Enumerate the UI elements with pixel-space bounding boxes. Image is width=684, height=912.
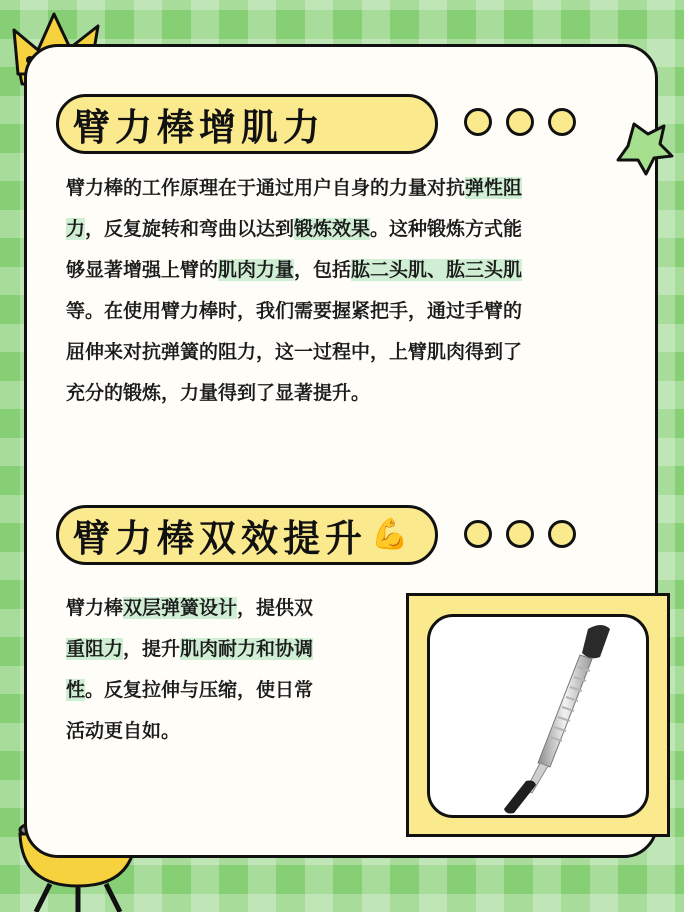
section2-dots: [464, 520, 576, 548]
paragraph-text: ，反复旋转和弯曲以达到: [85, 218, 295, 240]
paragraph-text: 活动更自如。: [66, 720, 181, 742]
section1-title-pill: [56, 94, 438, 154]
section1-dots: [464, 108, 576, 136]
paragraph-text: 够显著增强上臂的: [66, 259, 219, 281]
section2-paragraph: [66, 588, 313, 752]
paragraph-line: [66, 711, 313, 752]
dot: [548, 108, 576, 136]
section1-paragraph: [66, 168, 522, 414]
paragraph-text: 屈伸来对抗弹簧的阻力，这一过程中，上臂肌肉得到了: [66, 341, 523, 363]
paragraph-line: [66, 670, 313, 711]
paragraph-line: [66, 209, 522, 250]
paragraph-line: [66, 291, 522, 332]
paragraph-text: 臂力棒: [66, 597, 124, 619]
highlighted-text: 肌肉耐力和协调: [180, 638, 314, 660]
paragraph-text: 。这种锻炼方式能: [370, 218, 523, 240]
paragraph-line: [66, 332, 522, 373]
section2-title-pill: [56, 505, 438, 565]
paragraph-text: ，包括: [294, 259, 352, 281]
paragraph-text: ，提供双: [237, 597, 314, 619]
dot: [506, 520, 534, 548]
highlighted-text: 性: [66, 679, 86, 701]
paragraph-line: [66, 588, 313, 629]
highlighted-text: 锻炼效果: [294, 218, 371, 240]
highlighted-text: 双层弹簧设计: [123, 597, 238, 619]
paragraph-text: 。反复拉伸与压缩，使日常: [85, 679, 314, 701]
dot: [464, 520, 492, 548]
arm-strength-bar-image: [427, 614, 649, 818]
paragraph-text: 充分的锻炼，力量得到了显著提升。: [66, 382, 371, 404]
highlighted-text: 肱二头肌、肱三头肌: [351, 259, 523, 281]
flexed-biceps-emoji: 💪: [371, 517, 409, 552]
paragraph-line: [66, 168, 522, 209]
star-icon: [612, 120, 674, 178]
power-twister-illustration: [430, 617, 646, 815]
highlighted-text: 弹性阻: [465, 177, 523, 199]
paragraph-text: 臂力棒的工作原理在于通过用户自身的力量对抗: [66, 177, 466, 199]
dot: [548, 520, 576, 548]
highlighted-text: 重阻力: [66, 638, 124, 660]
dot: [464, 108, 492, 136]
dot: [506, 108, 534, 136]
highlighted-text: 肌肉力量: [218, 259, 295, 281]
paragraph-text: ，提升: [123, 638, 181, 660]
highlighted-text: 力: [66, 218, 86, 240]
paragraph-line: [66, 629, 313, 670]
paragraph-line: [66, 250, 522, 291]
paragraph-line: [66, 373, 522, 414]
paragraph-text: 等。在使用臂力棒时，我们需要握紧把手，通过手臂的: [66, 300, 523, 322]
section1-title: 臂力棒增肌力: [73, 106, 325, 149]
product-photo-frame: [406, 593, 670, 837]
section2-title: 臂力棒双效提升: [73, 517, 367, 560]
